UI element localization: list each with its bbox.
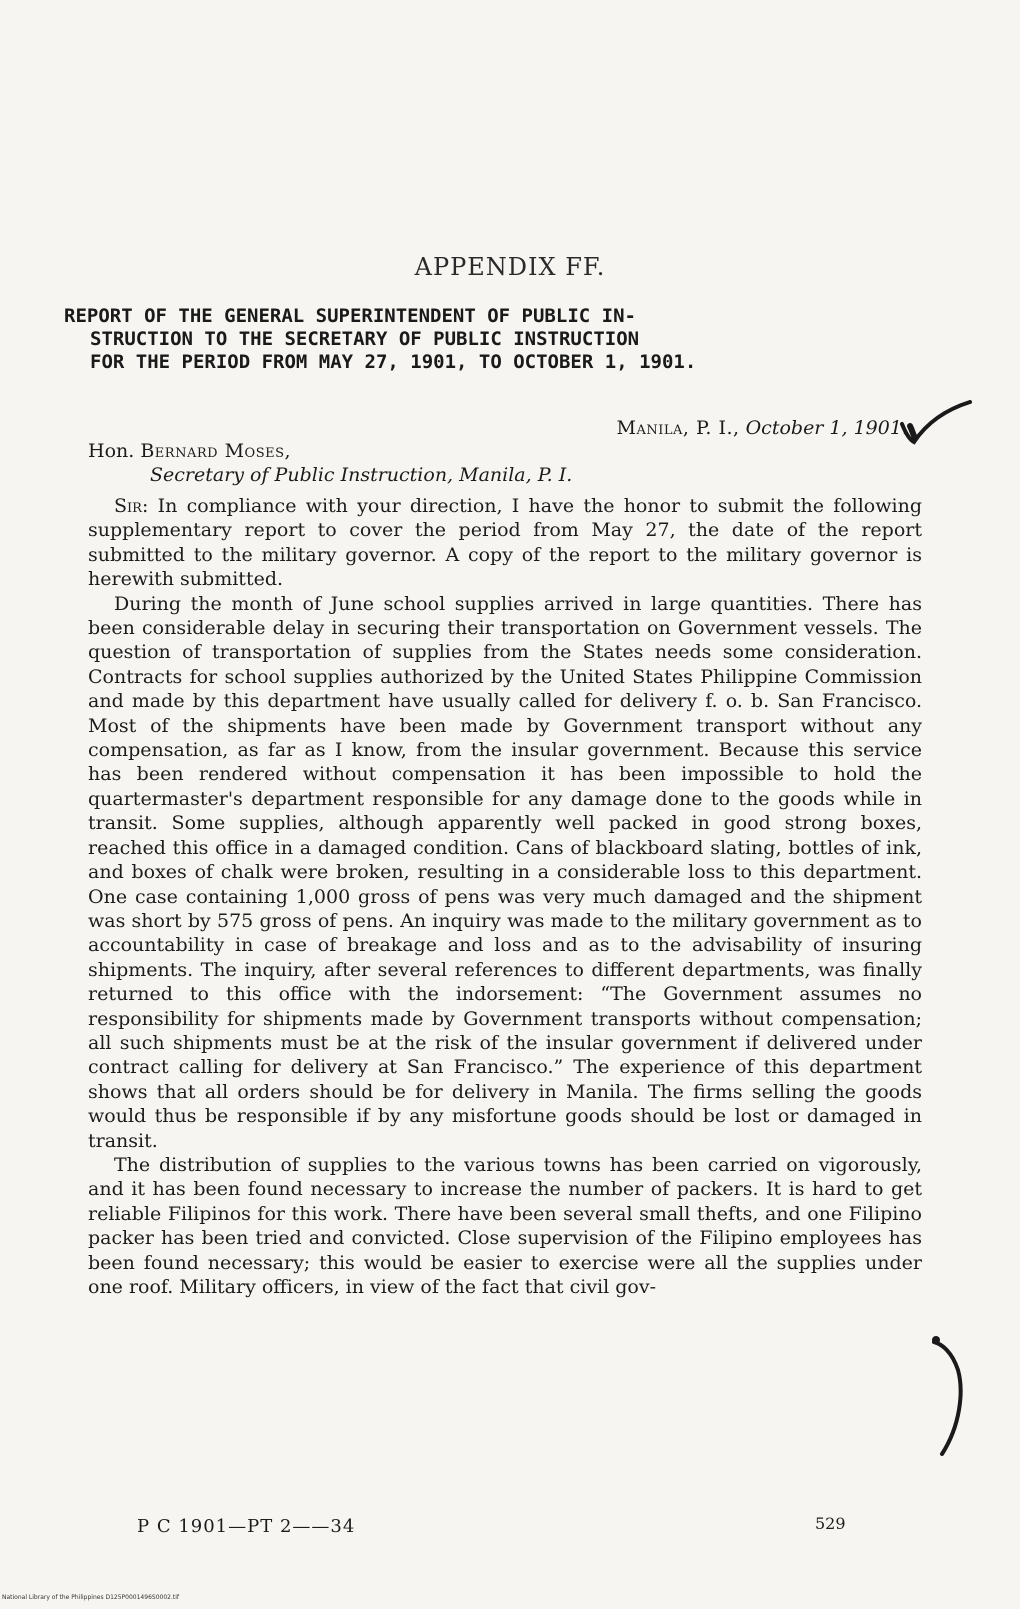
report-title-line-1: REPORT OF THE GENERAL SUPERINTENDENT OF PUBLIC IN- [64,305,636,327]
report-body [88,494,922,1299]
report-title-line-2: STRUCTION TO THE SECRETARY OF PUBLIC INSTRUCTION [90,328,640,350]
addressee-prefix: Hon. [88,440,135,462]
paragraph-3-text: The distribution of supplies to the various towns has been carried on vigorously, and it has been found necessary to increase the number of packers. It is hard to get reliable Filipinos for this work. There have been several small thefts, and one Filipino packer has been tried and convicted. Close supervision of the Filipino employees has been found necessary; this would be easier to exercise were all the supplies under one roof. Military officers, in view of the fact that civil gov- [88,1153,922,1298]
salutation: Sir: [114,495,149,517]
scan-credit: National Library of the Philippines D125P0001496S0002.tif [2,1594,180,1601]
appendix-heading: APPENDIX FF. [414,253,606,281]
paragraph-2-text: During the month of June school supplies arrived in large quantities. There has been considerable delay in securing their transportation on Government vessels. The question of transportation of supplies from the States needs some consideration. Contracts for school supplies authorized by the United States Philippine Commission and made by this department have usually called for delivery f. o. b. San Francisco. Most of the shipments have been made by Government transport without any compensation, as far as I know, from the insular government. Because this service has been rendered without compensation it has been impossible to hold the quartermaster's department responsible for any damage done to the goods while in transit. Some supplies, although apparently well packed in good strong boxes, reached this office in a damaged condition. Cans of blackboard slating, bottles of ink, and boxes of chalk were broken, resulting in a considerable loss to this department. One case containing 1,000 gross of pens was very much damaged and the shipment was short by 575 gross of pens. An inquiry was made to the military government as to accountability in case of breakage and loss and as to the advisability of insuring shipments. The inquiry, after several references to different departments, was finally returned to this office with the indorsement: “The Government assumes no responsibility for shipments made by Government transports without compensation; all such shipments must be at the risk of the insular government if delivered under contract calling for delivery at San Francisco.” The experience of this department shows that all orders should be for delivery in Manila. The firms selling the goods would thus be responsible if by any misfortune goods should be lost or damaged in transit. [88,592,922,1152]
page-number: 529 [815,1514,846,1533]
paragraph [88,1153,922,1299]
paragraph-1-text: In compliance with your direction, I have the honor to submit the following supplementary report to cover the period from May 27, the date of the report submitted to the military governor. A copy of the report to the military governor is herewith submitted. [88,495,922,591]
dateline-place: Manila, P. I., [616,417,740,439]
report-title-line-3: FOR THE PERIOD FROM MAY 27, 1901, TO OCTOBER 1, 1901. [90,351,697,373]
handwritten-check-mark-icon [898,400,978,450]
paragraph [88,592,922,1153]
signature-mark: P C 1901—PT 2——34 [137,1516,356,1537]
handwritten-bracket-icon [928,1330,972,1460]
addressee-title: Secretary of Public Instruction, Manila, P. I. [150,464,573,486]
dateline [617,417,909,439]
paragraph [88,494,922,592]
report-title [64,305,944,374]
dateline-date: October 1, 1901. [745,417,908,439]
addressee [88,440,291,462]
addressee-name: Bernard Moses, [140,440,292,462]
